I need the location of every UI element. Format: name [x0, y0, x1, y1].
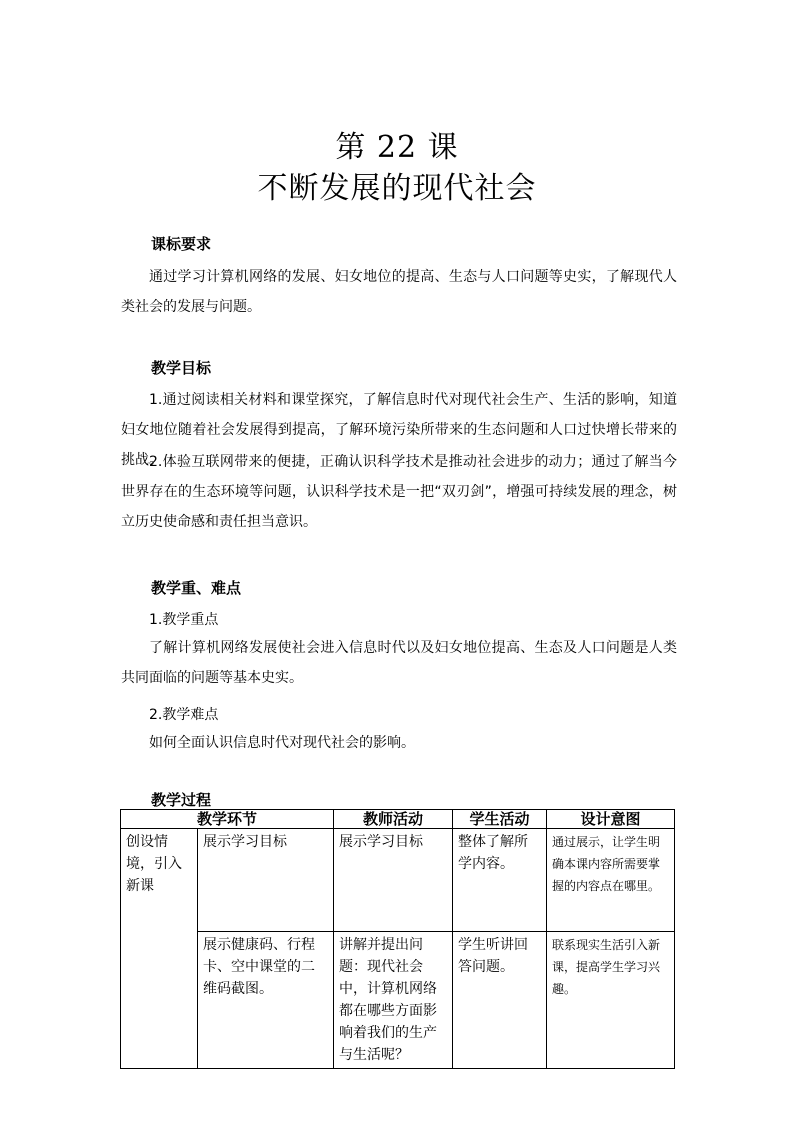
- intent-cell: 通过展示，让学生明确本课内容所需要掌握的内容点在哪里。: [547, 829, 675, 932]
- difficulty-text: 如何全面认识信息时代对现代社会的影响。: [149, 735, 415, 751]
- objective-item-2: 2.体验互联网带来的便捷，正确认识科学技术是推动社会进步的动力；通过了解当今世界存在的生态环境等问题，认识科学技术是一把“双刃剑”，增强可持续发展的理念，树立历史使命感和责任担当意识。: [121, 454, 677, 530]
- standard-text: 通过学习计算机网络的发展、妇女地位的提高、生态与人口问题等史实，了解现代人类社会的发展与问题。: [121, 269, 677, 315]
- header-intent: 设计意图: [547, 810, 675, 829]
- key-point-label: 1.教学重点: [149, 612, 219, 628]
- table-row: [121, 829, 675, 932]
- stage-cell: 创设情境，引入新课: [121, 829, 198, 1069]
- lesson-number: 第 22 课: [335, 130, 459, 165]
- standard-heading: 课标要求: [151, 235, 212, 253]
- header-student: 学生活动: [453, 810, 547, 829]
- keypoints-heading: 教学重、难点: [151, 579, 242, 597]
- objective-item-1: 1.通过阅读相关材料和课堂探究，了解信息时代对现代社会生产、生活的影响，知道妇女地位随着社会发展得到提高，了解环境污染所带来的生态问题和人口过快增长带来的挑战。: [121, 392, 677, 468]
- table-header-row: [121, 810, 675, 829]
- key-point-text: 了解计算机网络发展使社会进入信息时代以及妇女地位提高、生态及人口问题是人类共同面临的问题等基本史实。: [121, 640, 677, 686]
- step-cell: 展示健康码、行程卡、空中课堂的二维码截图。: [198, 932, 334, 1069]
- header-stage: 教学环节: [121, 810, 334, 829]
- student-cell: 整体了解所学内容。: [453, 829, 547, 932]
- teacher-cell: 讲解并提出问题：现代社会中，计算机网络都在哪些方面影响着我们的生产与生活呢？: [334, 932, 453, 1069]
- student-cell: 学生听讲回答问题。: [453, 932, 547, 1069]
- step-cell: 展示学习目标: [198, 829, 334, 932]
- process-heading: 教学过程: [151, 791, 212, 809]
- teacher-cell: 展示学习目标: [334, 829, 453, 932]
- intent-cell: 联系现实生活引入新课，提高学生学习兴趣。: [547, 932, 675, 1069]
- lesson-title: 不断发展的现代社会: [257, 171, 537, 206]
- objectives-heading: 教学目标: [151, 359, 212, 377]
- header-teacher: 教师活动: [334, 810, 453, 829]
- teaching-process-table: [120, 809, 675, 1069]
- difficulty-label: 2.教学难点: [149, 707, 219, 723]
- table-row: [121, 932, 675, 1069]
